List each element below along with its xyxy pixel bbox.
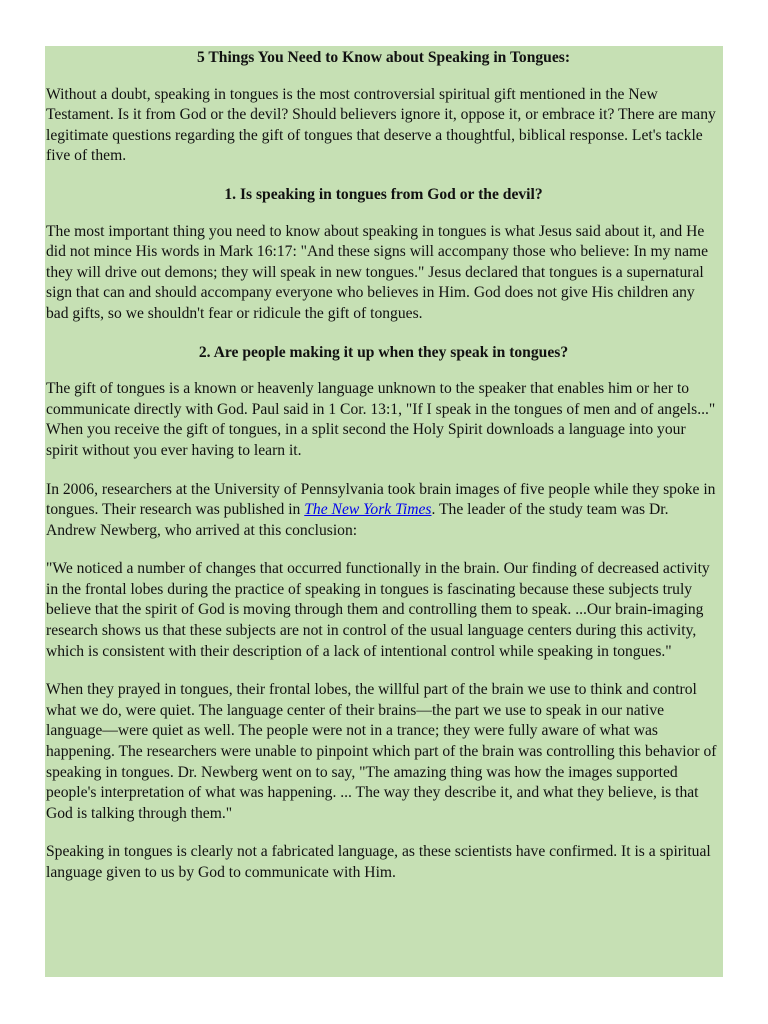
new-york-times-link[interactable]: The New York Times xyxy=(304,501,432,519)
paragraph-text-after-link: . The leader of the study team was Dr. Andrew Newberg, who arrived at this conclusion: xyxy=(46,501,669,539)
newberg-quote: "We noticed a number of changes that occurred functionally in the brain. Our finding of decreased activity in the frontal lobes during the practice of speaking in tongues is fascinating because these subjects truly believe that the spirit of God is moving through them and controlling them to speak. ...Our brain-imaging research shows us that these subjects are not in control of the usual language centers during this activity, which is consistent with their description of a lack of intentional control while speaking in tongues." xyxy=(46,560,710,660)
section-2-paragraph-2 xyxy=(46,480,721,542)
section-2-heading: 2. Are people making it up when they speak in tongues? xyxy=(198,343,569,361)
section-2-paragraph-3: When they prayed in tongues, their frontal lobes, the willful part of the brain we use to think and control what we do, were quiet. The language center of their brains—the part we use to speak in our native language—were quiet as well. The people were not in a trance; they were fully aware of what was happening. The researchers were unable to pinpoint which part of the brain was controlling this behavior of speaking in tongues. Dr. Newberg went on to say, "The amazing thing was how the images supported people's interpretation of what was happening. ... The way they describe it, and what they believe, is that God is talking through them." xyxy=(46,681,717,822)
section-1-paragraph: The most important thing you need to know about speaking in tongues is what Jesus said about it, and He did not mince His words in Mark 16:17: "And these signs will accompany those who believe: In my name they will drive out demons; they will speak in new tongues." Jesus declared that tongues is a supernatural sign that can and should accompany everyone who believes in Him. God does not give His children any bad gifts, so we shouldn't fear or ridicule the gift of tongues. xyxy=(46,222,709,322)
section-1-heading: 1. Is speaking in tongues from God or the devil? xyxy=(224,185,543,203)
intro-paragraph: Without a doubt, speaking in tongues is the most controversial spiritual gift mentioned in the New Testament. Is it from God or the devil? Should believers ignore it, oppose it, or embrace it? There are many legitimate questions regarding the gift of tongues that deserve a thoughtful, biblical response. Let's tackle five of them. xyxy=(46,85,716,165)
section-2-paragraph-1: The gift of tongues is a known or heavenly language unknown to the speaker that enables him or her to communicate directly with God. Paul said in 1 Cor. 13:1, "If I speak in the tongues of men and of angels..." When you receive the gift of tongues, in a split second the Holy Spirit downloads a language into your spirit without you ever having to learn it. xyxy=(46,380,716,459)
article-title: 5 Things You Need to Know about Speaking in Tongues: xyxy=(196,49,571,66)
article-box xyxy=(45,46,723,977)
paragraph-text-before-link: In 2006, researchers at the University of Pennsylvania took brain images of five people while they spoke in tongues. Their research was published in xyxy=(46,480,716,519)
section-2-paragraph-4: Speaking in tongues is clearly not a fabricated language, as these scientists have confirmed. It is a spiritual language given to us by God to communicate with Him. xyxy=(46,843,711,881)
